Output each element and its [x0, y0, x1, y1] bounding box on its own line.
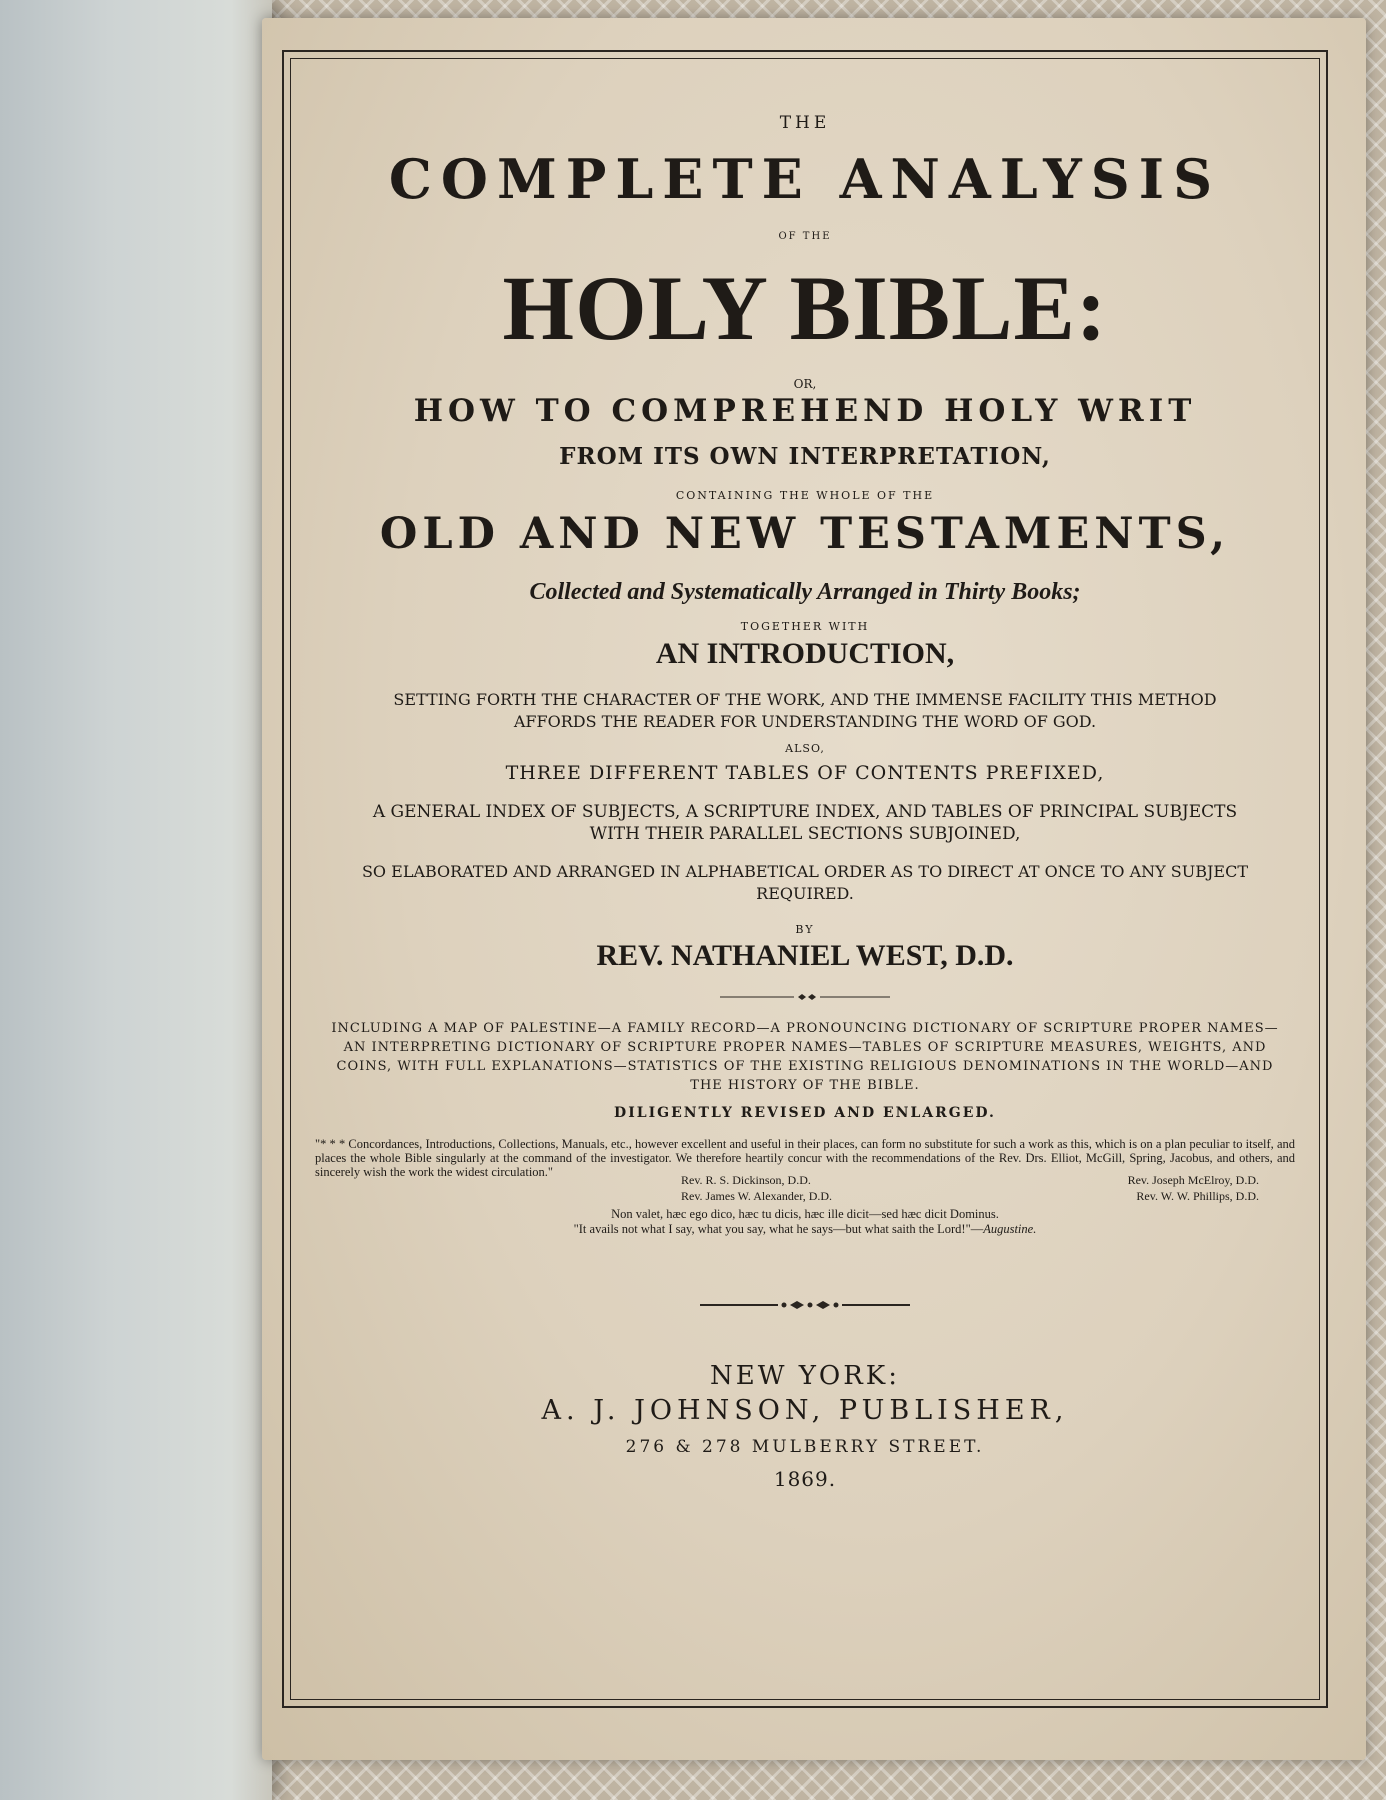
- publication-year: 1869.: [773, 1467, 837, 1491]
- also-word: ALSO,: [785, 742, 825, 755]
- subtitle-2: FROM ITS OWN INTERPRETATION,: [559, 443, 1051, 470]
- tables-line: THREE DIFFERENT TABLES OF CONTENTS PREFIXED,: [505, 762, 1105, 784]
- augustine-quote-text: "It avails not what I say, what you say, what he says—but what saith the Lord!"—: [573, 1222, 984, 1236]
- testaments-line: OLD AND NEW TESTAMENTS,: [379, 509, 1231, 559]
- title-line-1: COMPLETE ANALYSIS: [388, 147, 1222, 211]
- signatory: Rev. Joseph McElroy, D.D.: [1127, 1173, 1259, 1187]
- signatories: [681, 1173, 1259, 1205]
- or-word: OR,: [793, 377, 817, 391]
- author-name: REV. NATHANIEL WEST, D.D.: [596, 939, 1014, 972]
- containing-line: CONTAINING THE WHOLE OF THE: [675, 489, 935, 502]
- signatory-row: [681, 1173, 1259, 1189]
- page-border: [282, 50, 1328, 1708]
- including-paragraph: INCLUDING A MAP OF PALESTINE—A FAMILY RECORD—A PRONOUNCING DICTIONARY OF SCRIPTURE PROPER NAMES—AN INTERPRETING DICTIONARY OF SCRIPTURE PROPER NAMES—TABLES OF SCRIPTURE MEASURES, WEIGHTS, AND COINS, WITH FULL EXPLANATIONS—STATISTICS OF THE EXISTING RELIGIOUS DENOMINATIONS IN THE WORLD—AND THE HISTORY OF THE BIBLE.: [331, 1021, 1279, 1093]
- title-page: [262, 18, 1366, 1760]
- augustine-attribution: Augustine.: [983, 1222, 1037, 1236]
- signatory: Rev. W. W. Phillips, D.D.: [1136, 1189, 1259, 1203]
- title-line-2: HOLY BIBLE:: [502, 257, 1108, 359]
- title-page-content: [291, 59, 1319, 1699]
- publisher-city: NEW YORK:: [710, 1361, 900, 1391]
- page-border-inner: [290, 58, 1320, 1700]
- by-word: BY: [795, 923, 815, 936]
- recommendation-quote: "* * * Concordances, Introductions, Collections, Manuals, etc., however excellent and useful in their places, can form no substitute for such a work as this, which is on a plan peculiar to itself, and places the whole Bible singularly at the command of the investigator. We therefore heartily concur with the recommendations of the Rev. Drs. Elliot, McGill, Spring, Jacobus, and others, and sincerely wish the work the widest circulation.": [315, 1137, 1295, 1179]
- revised-line: DILIGENTLY REVISED AND ENLARGED.: [614, 1105, 996, 1121]
- subtitle-1: HOW TO COMPREHEND HOLY WRIT: [413, 393, 1197, 429]
- elaborated-line: SO ELABORATED AND ARRANGED IN ALPHABETICAL ORDER AS TO DIRECT AT ONCE TO ANY SUBJECT REQUIRED.: [361, 862, 1249, 903]
- publisher-street: 276 & 278 MULBERRY STREET.: [625, 1437, 985, 1457]
- signatory: Rev. R. S. Dickinson, D.D.: [681, 1173, 811, 1187]
- signatory-row: [681, 1189, 1259, 1205]
- signatory: Rev. James W. Alexander, D.D.: [681, 1189, 833, 1203]
- blank-left-page: [0, 0, 272, 1800]
- augustine-quote: [291, 1222, 1319, 1237]
- the-word: THE: [779, 113, 831, 133]
- index-line: A GENERAL INDEX OF SUBJECTS, A SCRIPTURE INDEX, AND TABLES OF PRINCIPAL SUBJECTS WITH THEIR PARALLEL SECTIONS SUBJOINED,: [372, 802, 1238, 844]
- latin-quote: Non valet, hæc ego dico, hæc tu dicis, hæc ille dicit—sed hæc dicit Dominus.: [611, 1207, 999, 1221]
- ornament-rule-1: [291, 989, 1319, 1008]
- introduction-heading: AN INTRODUCTION,: [655, 637, 955, 670]
- collected-line: Collected and Systematically Arranged in Thirty Books;: [529, 579, 1081, 605]
- publisher-name: A. J. JOHNSON, PUBLISHER,: [541, 1395, 1069, 1426]
- introduction-description: SETTING FORTH THE CHARACTER OF THE WORK, AND THE IMMENSE FACILITY THIS METHOD AFFORDS THE READER FOR UNDERSTANDING THE WORD OF GOD.: [393, 690, 1217, 731]
- ornament-rule-2: [291, 1297, 1319, 1316]
- together-with: TOGETHER WITH: [740, 620, 870, 633]
- of-the: OF THE: [778, 231, 832, 242]
